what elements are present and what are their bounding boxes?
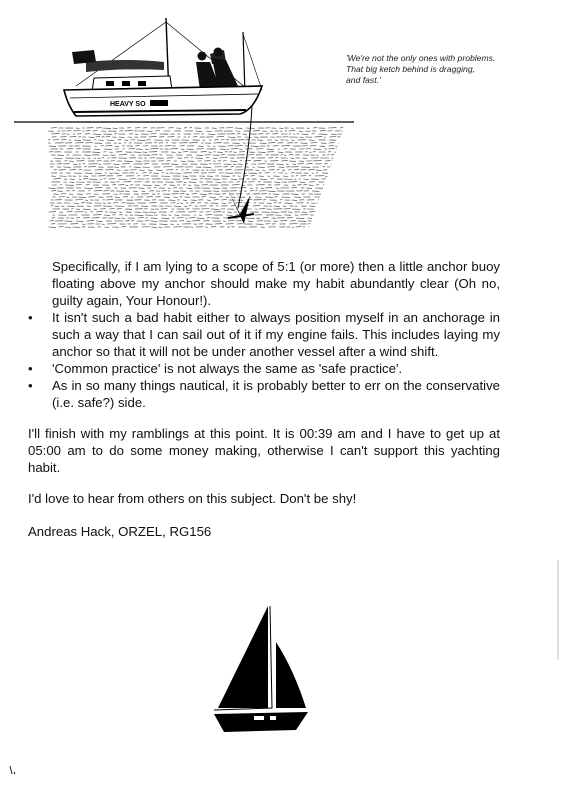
cartoon-caption: [346, 53, 556, 86]
article-body: [28, 258, 500, 540]
bullet-text: As in so many things nautical, it is probably better to err on the conservative (i.e. safe?) side.: [52, 378, 500, 410]
bullet-marker: •: [28, 361, 33, 376]
advice-list: [28, 309, 500, 411]
bullet-marker: •: [28, 310, 33, 325]
hull-name: HEAVY SO: [110, 101, 146, 108]
list-item: [28, 360, 500, 377]
caption-line: 'We're not the only ones with problems.: [346, 53, 496, 63]
author-signature: Andreas Hack, ORZEL, RG156: [28, 524, 212, 539]
yacht-silhouette-icon: [210, 604, 310, 740]
list-item: [28, 309, 500, 360]
bullet-marker: •: [28, 378, 33, 393]
invite-paragraph: I'd love to hear from others on this subject. Don't be shy!: [28, 491, 357, 506]
list-item: [28, 377, 500, 411]
intro-paragraph: Specifically, if I am lying to a scope of 5:1 (or more) then a little anchor buoy floating above my anchor should make my habit abundantly clear (Oh no, guilty again, Your Honour!).: [52, 259, 500, 308]
caption-line: and fast.': [346, 75, 381, 85]
bullet-text: 'Common practice' is not always the same as 'safe practice'.: [52, 361, 403, 376]
caption-line: That big ketch behind is dragging,: [346, 64, 475, 74]
cartoon-illustration: [14, 18, 360, 240]
bullet-text: It isn't such a bad habit either to always position myself in an anchorage in such a way that I can sail out of it if my engine fails. This includes laying my anchor so that it will not be under another vessel after a wind shift.: [52, 310, 500, 359]
closing-paragraph: I'll finish with my ramblings at this point. It is 00:39 am and I have to get up at 05:00 am to do some money making, otherwise I can't support this yachting habit.: [28, 426, 500, 475]
